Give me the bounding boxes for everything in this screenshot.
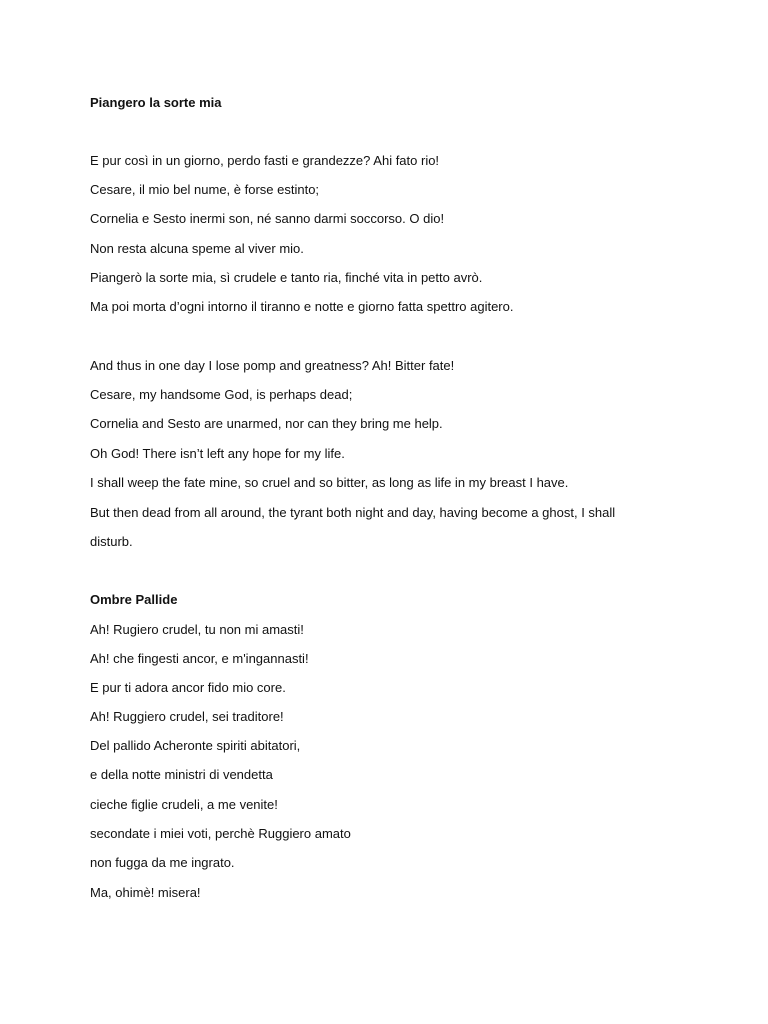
english-line: I shall weep the fate mine, so cruel and so bitter, as long as life in my breast I have. [90, 475, 569, 490]
italian-line: Ma poi morta d’ogni intorno il tiranno e notte e giorno fatta spettro agitero. [90, 299, 514, 314]
english-line: disturb. [90, 534, 133, 549]
poem-line: secondate i miei voti, perchè Ruggiero amato [90, 826, 351, 841]
poem-line: Ma, ohimè! misera! [90, 885, 201, 900]
poem-line: e della notte ministri di vendetta [90, 767, 273, 782]
english-line: Oh God! There isn’t left any hope for my life. [90, 446, 345, 461]
poem-line: Ah! Rugiero crudel, tu non mi amasti! [90, 622, 304, 637]
section-heading-piangero: Piangero la sorte mia [90, 95, 222, 110]
poem-line: Del pallido Acheronte spiriti abitatori, [90, 738, 301, 753]
english-line: And thus in one day I lose pomp and greatness? Ah! Bitter fate! [90, 358, 455, 373]
english-line: Cornelia and Sesto are unarmed, nor can they bring me help. [90, 416, 443, 431]
italian-line: Cesare, il mio bel nume, è forse estinto; [90, 182, 320, 197]
poem-line: Ah! che fingesti ancor, e m'ingannasti! [90, 651, 309, 666]
italian-line: Cornelia e Sesto inermi son, né sanno darmi soccorso. O dio! [90, 211, 445, 226]
italian-line: E pur così in un giorno, perdo fasti e grandezze? Ahi fato rio! [90, 153, 440, 168]
poem-line: Ah! Ruggiero crudel, sei traditore! [90, 709, 284, 724]
section-heading-ombre-pallide: Ombre Pallide [90, 592, 178, 607]
poem-line: E pur ti adora ancor fido mio core. [90, 680, 286, 695]
english-line: But then dead from all around, the tyrant both night and day, having become a ghost, I shall [90, 505, 616, 520]
poem-line: cieche figlie crudeli, a me venite! [90, 797, 278, 812]
poem-line: non fugga da me ingrato. [90, 855, 235, 870]
italian-line: Piangerò la sorte mia, sì crudele e tanto ria, finché vita in petto avrò. [90, 270, 483, 285]
italian-line: Non resta alcuna speme al viver mio. [90, 241, 304, 256]
english-line: Cesare, my handsome God, is perhaps dead; [90, 387, 353, 402]
